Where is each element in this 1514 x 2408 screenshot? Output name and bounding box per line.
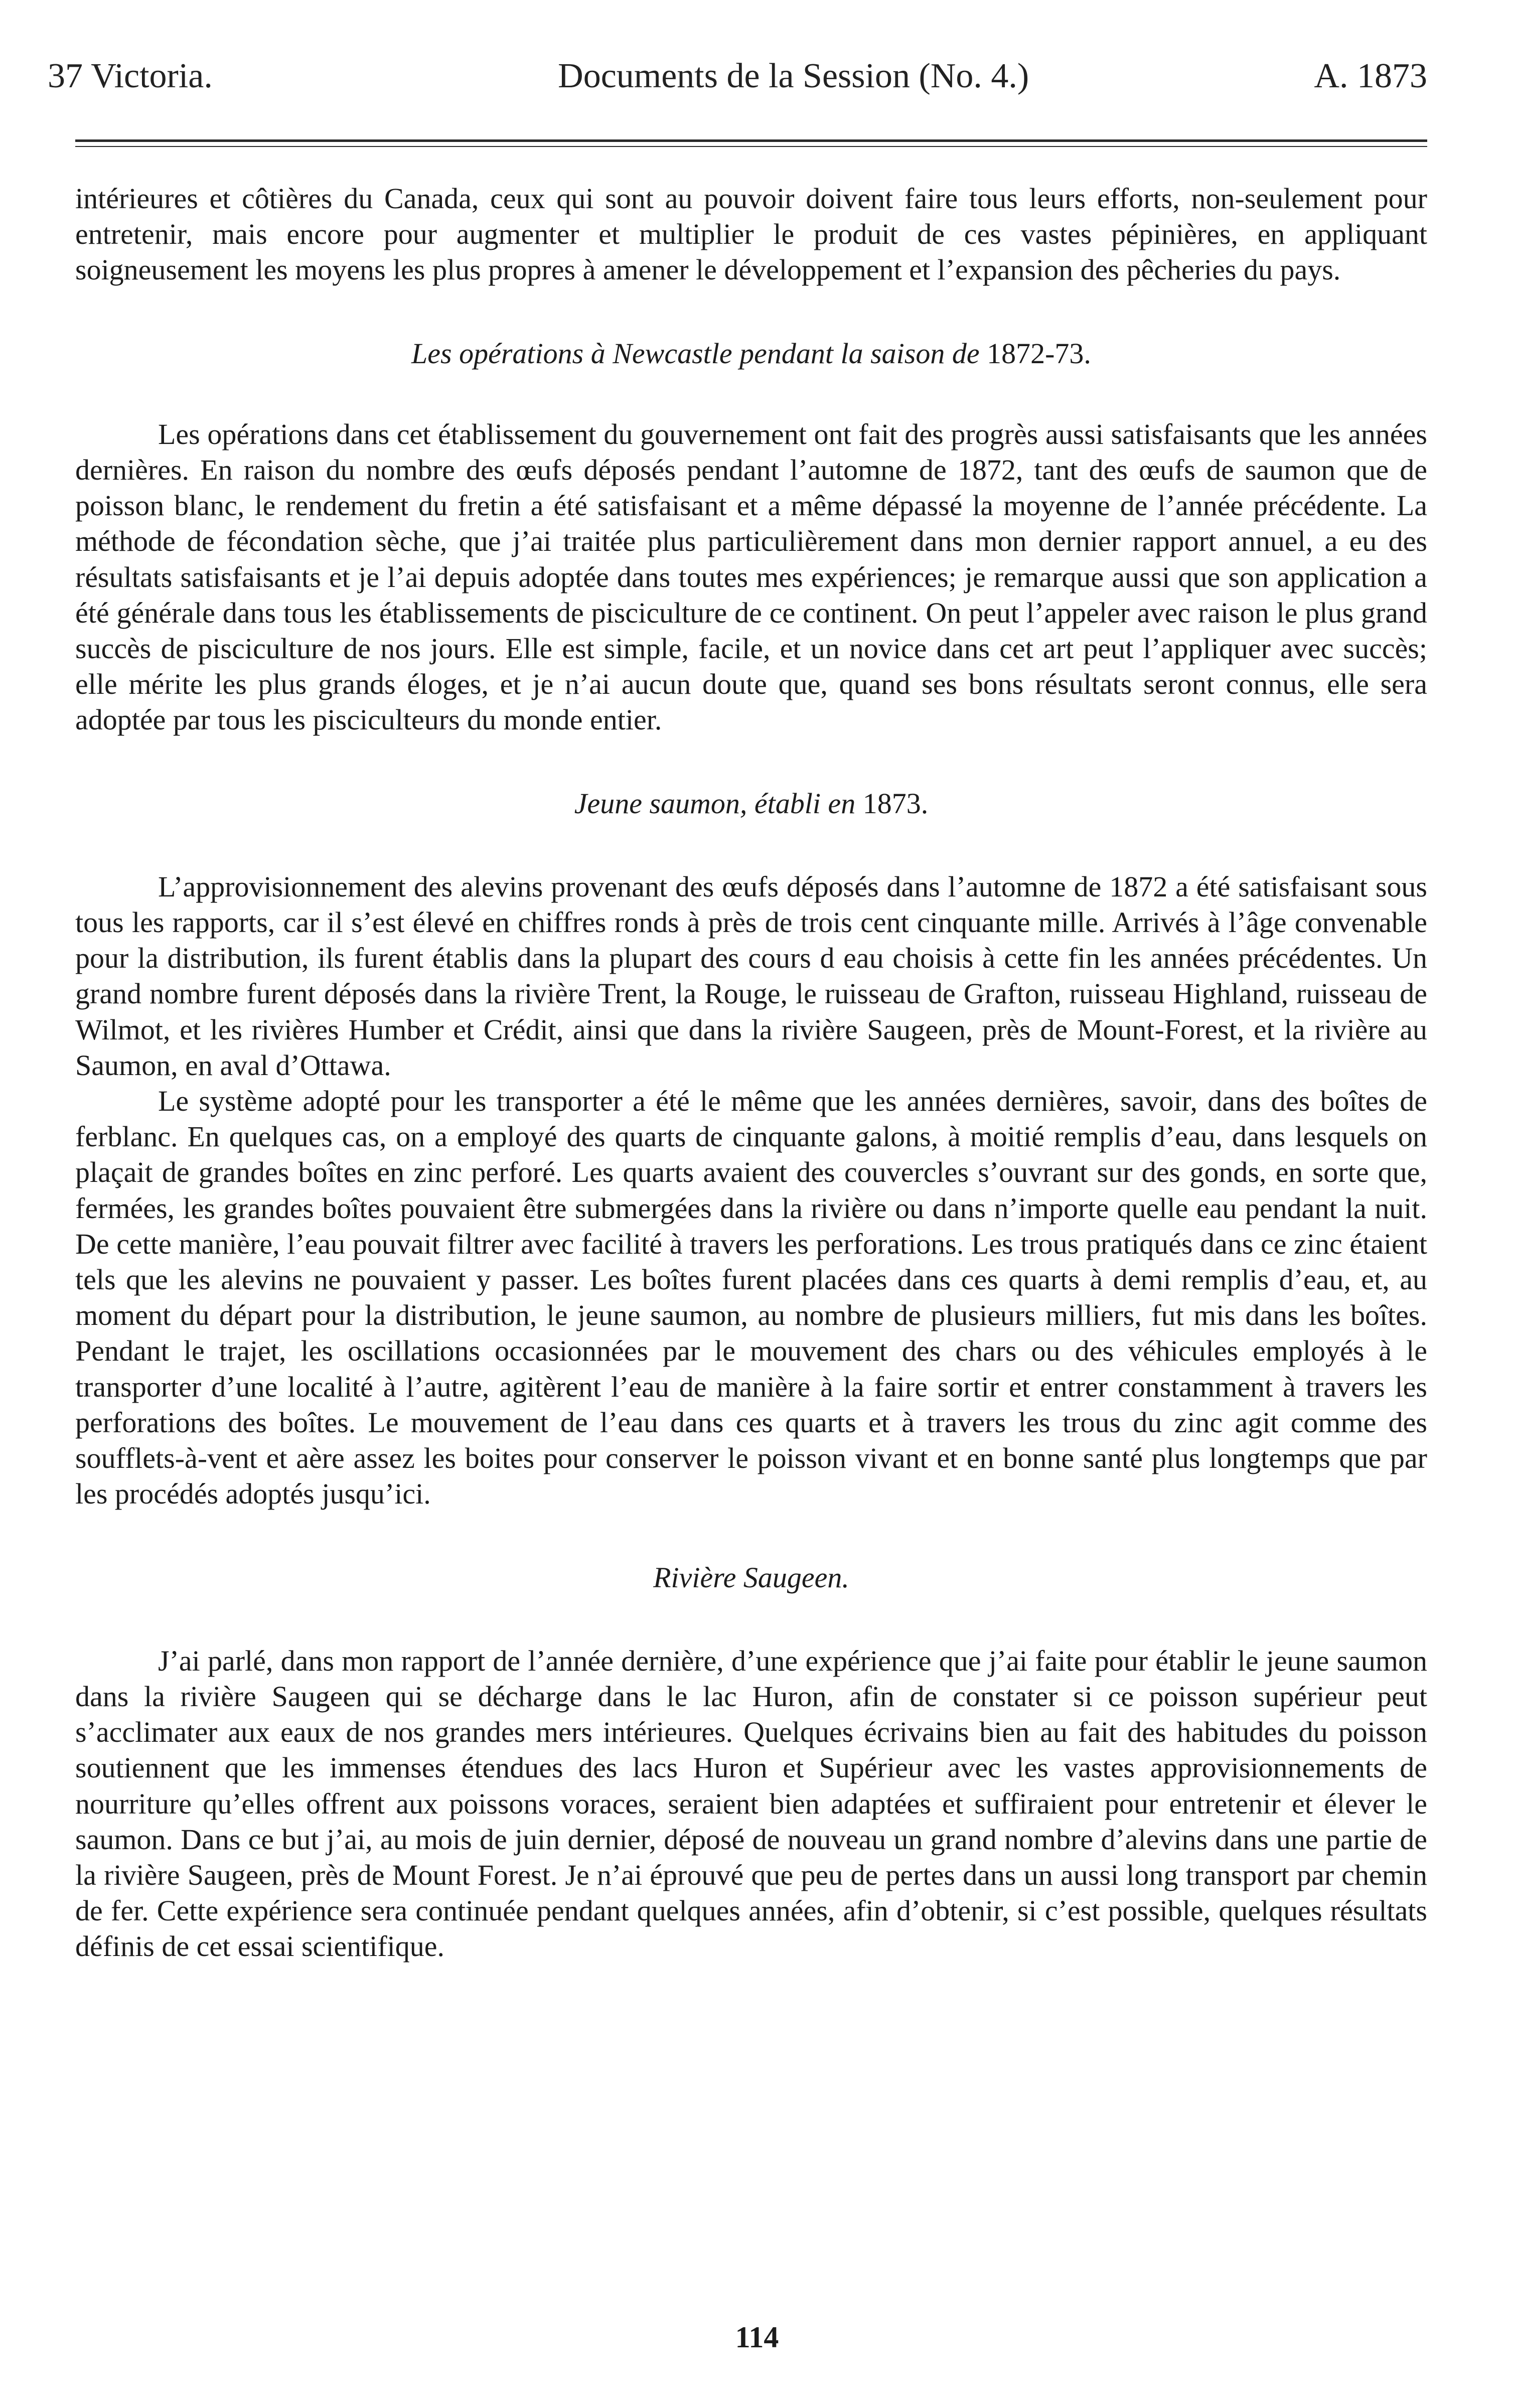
page-number: 114: [735, 2321, 779, 2354]
section-heading-newcastle: [75, 336, 1427, 371]
body-text: [75, 181, 1427, 1965]
section-heading-saugeen: Rivière Saugeen.: [653, 1561, 849, 1594]
section-heading-jeune-saumon: [75, 786, 1427, 821]
heading-year: 1873.: [862, 787, 929, 820]
heading-year: 1872-73.: [987, 337, 1091, 370]
heading-text: Les opérations à Newcastle pendant la saison de: [411, 337, 987, 370]
paragraph-alevins-supply: L’approvisionnement des alevins provenant des œufs déposés dans l’automne de 1872 a été satisfaisant sous tous les rapports, car il s’est élevé en chiffres ronds à près de trois cent cinquante mille. Arrivés à l’âge convenable pour la distribution, ils furent établis dans la plupart des cours d eau choisis à cette fin les années précédentes. Un grand nombre furent déposés dans la rivière Trent, la Rouge, le ruisseau de Grafton, ruisseau Highland, ruisseau de Wilmot, et les rivières Humber et Crédit, ainsi que dans la rivière Saugeen, près de Mount-Forest, et la rivière au Saumon, en aval d’Ottawa.: [75, 870, 1427, 1082]
paragraph-saugeen-experiment: J’ai parlé, dans mon rapport de l’année dernière, d’une expérience que j’ai faite pour établir le jeune saumon dans la rivière Saugeen qui se décharge dans le lac Huron, afin de constater si ce poisson supérieur peut s’acclimater aux eaux de nos grandes mers intérieures. Quelques écrivains bien au fait des habitudes du poisson soutiennent que les immenses étendues des lacs Huron et Supérieur avec les vastes approvisionnements de nourriture qu’elles offrent aux poissons voraces, seraient bien adaptées et suffiraient pour entretenir et élever le saumon. Dans ce but j’ai, au mois de juin dernier, déposé de nouveau un grand nombre d’alevins dans une partie de la rivière Saugeen, près de Mount Forest. Je n’ai éprouvé que peu de pertes dans un aussi long transport par chemin de fer. Cette expérience sera continuée pendant quelques années, afin d’obtenir, si c’est possible, quelques résultats définis de cet essai scientifique.: [75, 1644, 1427, 1963]
header-regnal-year: 37 Victoria.: [48, 57, 213, 95]
paragraph-continued: intérieures et côtières du Canada, ceux qui sont au pouvoir doivent faire tous leurs efforts, non-seulement pour entretenir, mais encore pour augmenter et multiplier le produit de ces vastes pépinières, en appliquant soigneusement les moyens les plus propres à amener le développement et l’expansion des pêcheries du pays.: [75, 182, 1427, 286]
header-document-title: Documents de la Session (No. 4.): [558, 57, 1029, 95]
running-header: [48, 56, 1427, 106]
heading-text: Jeune saumon, établi en: [574, 787, 863, 820]
header-year: A. 1873: [1314, 57, 1427, 95]
header-rule-thick: [75, 139, 1427, 142]
paragraph-transport-system: Le système adopté pour les transporter a été le même que les années dernières, savoir, dans des boîtes de ferblanc. En quelques cas, on a employé des quarts de cinquante galons, à moitié remplis d’eau, dans lesquels on plaçait de grandes boîtes en zinc perforé. Les quarts avaient des couvercles s’ouvrant sur des gonds, en sorte que, fermées, les grandes boîtes pouvaient être submergées dans la rivière ou dans n’importe quelle eau pendant la nuit. De cette manière, l’eau pouvait filtrer avec facilité à travers les perforations. Les trous pratiqués dans ce zinc étaient tels que les alevins ne pouvaient y passer. Les boîtes furent placées dans ces quarts à demi remplis d’eau, et, au moment du départ pour la distribution, le jeune saumon, au nombre de plusieurs milliers, fut mis dans les boîtes. Pendant le trajet, les oscillations occasionnées par le mouvement des chars ou des véhicules employés à le transporter d’une localité à l’autre, agitèrent l’eau de manière à la faire sortir et entrer constamment à travers les perforations des boîtes. Le mouvement de l’eau dans ces quarts et à travers les trous du zinc agit comme des soufflets-à-vent et aère assez les boites pour conserver le poisson vivant et en bonne santé plus longtemps que par les procédés adoptés jusqu’ici.: [75, 1085, 1427, 1511]
paragraph-newcastle-operations: Les opérations dans cet établissement du gouvernement ont fait des progrès aussi satisfaisants que les années dernières. En raison du nombre des œufs déposés pendant l’automne de 1872, tant des œufs de saumon que de poisson blanc, le rendement du fretin a été satisfaisant et a même dépassé la moyenne de l’année précédente. La méthode de fécondation sèche, que j’ai traitée plus particulièrement dans mon dernier rapport annuel, a eu des résultats satisfaisants et je l’ai depuis adoptée dans toutes mes expériences; je remarque aussi que son application a été générale dans tous les établissements de pisciculture de ce continent. On peut l’appeler avec raison le plus grand succès de pisciculture de nos jours. Elle est simple, facile, et un novice dans cet art peut l’appliquer avec succès; elle mérite les plus grands éloges, et je n’ai aucun doute que, quand ses bons résultats seront connus, elle sera adoptée par tous les pisciculteurs du monde entier.: [75, 417, 1427, 736]
header-rule-thin: [75, 146, 1427, 147]
